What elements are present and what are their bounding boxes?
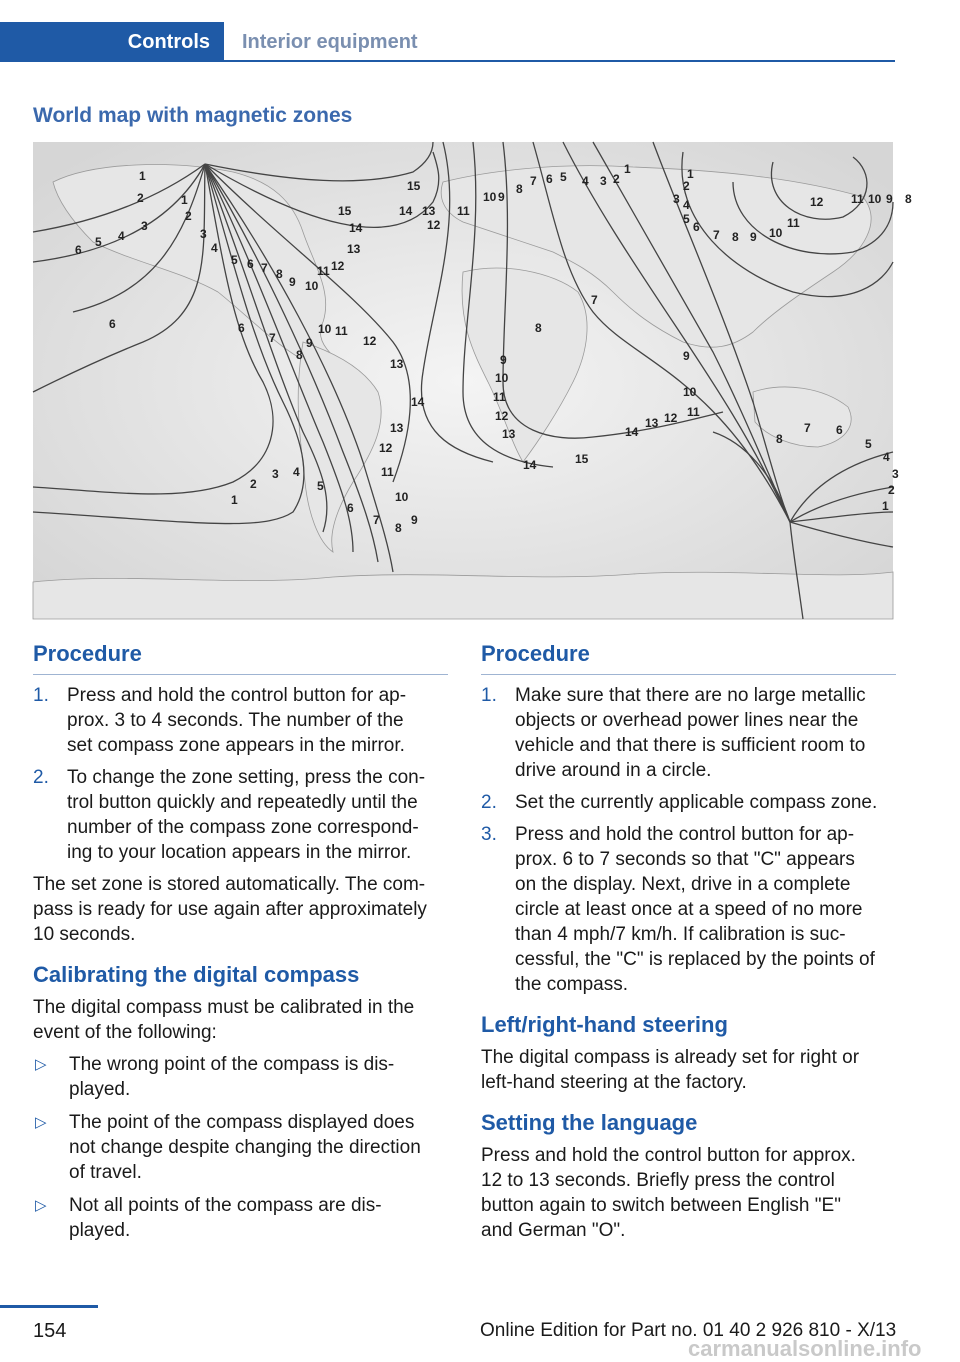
text-line: trol button quickly and repeatedly until the xyxy=(67,792,418,813)
list-item-text xyxy=(69,1110,421,1185)
zone-number-label: 6 xyxy=(693,220,700,234)
step-text xyxy=(515,683,896,783)
header-section: Controls xyxy=(0,22,224,62)
procedure-step xyxy=(481,790,896,815)
list-item-text xyxy=(69,1052,394,1102)
zone-number-label: 4 xyxy=(883,450,890,464)
text-line: cessful, the "C" is replaced by the points of xyxy=(515,949,875,970)
text-line: The wrong point of the compass is dis‐ xyxy=(69,1054,395,1075)
text-line: prox. 3 to 4 seconds. The number of the xyxy=(67,710,404,731)
list-item xyxy=(33,1193,448,1243)
zone-number-label: 3 xyxy=(272,467,279,481)
calibration-conditions-list xyxy=(33,1052,448,1243)
zone-number-label: 11 xyxy=(787,216,800,230)
zone-number-label: 1 xyxy=(687,167,694,181)
zone-number-label: 5 xyxy=(317,479,324,493)
zone-number-label: 7 xyxy=(713,228,720,242)
zone-number-label: 1 xyxy=(231,493,238,507)
text-line: not change despite changing the direction xyxy=(69,1137,421,1158)
procedure-step xyxy=(481,822,896,997)
zone-number-label: 8 xyxy=(905,192,912,206)
zone-number-label: 15 xyxy=(338,204,352,218)
footer-rule xyxy=(0,1305,98,1308)
watermark: carmanualsonline.info xyxy=(688,1336,922,1361)
zone-number-label: 7 xyxy=(530,174,537,188)
zone-number-label: 11 xyxy=(381,465,394,479)
zone-number-label: 5 xyxy=(865,437,872,451)
zone-number-label: 12 xyxy=(379,441,393,455)
map-title: World map with magnetic zones xyxy=(33,104,353,127)
zone-number-label: 12 xyxy=(331,259,345,273)
step-number: 2. xyxy=(481,792,497,813)
step-number: 3. xyxy=(481,824,497,845)
step-number: 2. xyxy=(33,767,49,788)
zone-number-label: 12 xyxy=(664,411,678,425)
triangle-bullet-icon: ▷ xyxy=(35,1197,47,1214)
zone-number-label: 2 xyxy=(888,483,895,497)
text-line: number of the compass zone correspond‐ xyxy=(67,817,419,838)
zone-number-label: 7 xyxy=(804,421,811,435)
calibration-intro xyxy=(33,995,448,1045)
zone-number-label: 14 xyxy=(399,204,413,218)
step-number: 1. xyxy=(481,685,497,706)
zone-number-label: 2 xyxy=(185,209,192,223)
zone-number-label: 10 xyxy=(683,385,697,399)
right-column xyxy=(481,640,896,1250)
triangle-bullet-icon: ▷ xyxy=(35,1114,47,1131)
zone-number-label: 9 xyxy=(886,192,893,206)
calibrating-heading: Calibrating the digital compass xyxy=(33,962,360,987)
zone-number-label: 10 xyxy=(868,192,882,206)
zone-number-label: 7 xyxy=(261,261,268,275)
zone-number-label: 6 xyxy=(247,257,254,271)
zone-number-label: 10 xyxy=(318,322,332,336)
zone-number-label: 4 xyxy=(582,174,589,188)
text-line: objects or overhead power lines near the xyxy=(515,710,859,731)
zone-number-label: 13 xyxy=(390,421,404,435)
zone-number-label: 9 xyxy=(500,353,507,367)
text-line: Not all points of the compass are dis‐ xyxy=(69,1195,382,1216)
zone-number-label: 3 xyxy=(673,192,680,206)
text-line: played. xyxy=(69,1220,131,1241)
procedure-step xyxy=(481,683,896,783)
zone-number-label: 4 xyxy=(683,198,690,212)
zone-number-label: 8 xyxy=(776,432,783,446)
zone-number-label: 1 xyxy=(624,162,631,176)
zone-number-label: 7 xyxy=(373,513,380,527)
zone-number-label: 8 xyxy=(395,521,402,535)
list-item xyxy=(33,1110,448,1185)
zone-number-label: 9 xyxy=(498,190,505,204)
right-procedure-steps xyxy=(481,683,896,997)
text-line: Make sure that there are no large metallic xyxy=(515,685,866,706)
text-line: than 4 mph/7 km/h. If calibration is suc‐ xyxy=(515,924,846,945)
steering-paragraph xyxy=(481,1045,896,1095)
zone-number-label: 5 xyxy=(95,235,102,249)
text-line: Press and hold the control button for ap‐ xyxy=(67,685,407,706)
header-subsection: Interior equipment xyxy=(242,31,418,53)
zone-number-label: 7 xyxy=(269,331,276,345)
zone-number-label: 2 xyxy=(250,477,257,491)
text-line: and German "O". xyxy=(481,1220,626,1241)
language-paragraph xyxy=(481,1143,896,1243)
zone-number-label: 11 xyxy=(851,192,864,206)
text-line: the compass. xyxy=(515,974,628,995)
zone-number-label: 5 xyxy=(231,253,238,267)
zone-number-label: 13 xyxy=(347,242,361,256)
zone-number-label: 10 xyxy=(305,279,319,293)
zone-number-label: 8 xyxy=(732,230,739,244)
zone-number-label: 8 xyxy=(276,267,283,281)
zone-number-label: 9 xyxy=(683,349,690,363)
zone-number-label: 6 xyxy=(546,172,553,186)
text-line: on the display. Next, drive in a complete xyxy=(515,874,851,895)
zone-number-label: 9 xyxy=(411,513,418,527)
zone-number-label: 2 xyxy=(683,179,690,193)
zone-number-label: 6 xyxy=(836,423,843,437)
zone-number-label: 14 xyxy=(523,458,537,472)
text-line: The digital compass is already set for right or xyxy=(481,1047,860,1068)
text-line: prox. 6 to 7 seconds so that "C" appears xyxy=(515,849,855,870)
zone-number-label: 3 xyxy=(892,467,899,481)
text-line: played. xyxy=(69,1079,131,1100)
zone-number-label: 4 xyxy=(293,465,300,479)
zone-number-label: 6 xyxy=(238,321,245,335)
left-procedure-heading: Procedure xyxy=(33,641,142,666)
zone-number-label: 12 xyxy=(495,409,509,423)
zone-number-label: 5 xyxy=(560,170,567,184)
procedure-step xyxy=(33,683,448,758)
text-line: of travel. xyxy=(69,1162,142,1183)
text-line: circle at least once at a speed of no more xyxy=(515,899,863,920)
left-procedure-divider xyxy=(33,674,448,675)
zone-number-label: 6 xyxy=(347,501,354,515)
zone-number-label: 13 xyxy=(390,357,404,371)
step-text xyxy=(515,790,896,815)
steering-heading: Left/right-hand steering xyxy=(481,1012,728,1037)
zone-number-label: 7 xyxy=(591,293,598,307)
map-svg xyxy=(33,142,912,619)
zone-number-label: 3 xyxy=(200,227,207,241)
text-line: event of the following: xyxy=(33,1022,217,1043)
text-line: pass is ready for use again after approximately xyxy=(33,899,427,920)
zone-number-label: 11 xyxy=(335,324,348,338)
zone-number-label: 13 xyxy=(422,204,436,218)
zone-number-label: 1 xyxy=(181,193,188,207)
triangle-bullet-icon: ▷ xyxy=(35,1056,47,1073)
language-heading: Setting the language xyxy=(481,1110,698,1135)
right-procedure-heading: Procedure xyxy=(481,641,590,666)
text-line: ing to your location appears in the mirror. xyxy=(67,842,412,863)
list-item-text xyxy=(69,1193,382,1243)
zone-number-label: 5 xyxy=(683,212,690,226)
zone-number-label: 11 xyxy=(317,264,330,278)
edition-text: Online Edition for Part no. 01 40 2 926 810 - X/13 xyxy=(480,1320,897,1341)
zone-number-label: 4 xyxy=(211,241,218,255)
zone-number-label: 4 xyxy=(118,229,125,243)
text-line: left-hand steering at the factory. xyxy=(481,1072,747,1093)
zone-number-label: 13 xyxy=(502,427,516,441)
zone-number-label: 10 xyxy=(483,190,497,204)
text-line: The digital compass must be calibrated in the xyxy=(33,997,415,1018)
text-line: button again to switch between English "E" xyxy=(481,1195,841,1216)
header-rule xyxy=(224,60,895,62)
zone-number-label: 11 xyxy=(493,390,506,404)
zone-number-label: 12 xyxy=(363,334,377,348)
page-header xyxy=(0,22,895,62)
zone-number-label: 10 xyxy=(495,371,509,385)
text-line: Set the currently applicable compass zone. xyxy=(515,792,878,813)
text-line: vehicle and that there is sufficient room to xyxy=(515,735,866,756)
zone-number-label: 9 xyxy=(750,230,757,244)
step-text xyxy=(515,822,896,997)
text-line: drive around in a circle. xyxy=(515,760,712,781)
zone-number-label: 2 xyxy=(613,172,620,186)
zone-number-label: 2 xyxy=(137,191,144,205)
text-line: set compass zone appears in the mirror. xyxy=(67,735,405,756)
zone-number-label: 12 xyxy=(427,218,441,232)
zone-number-label: 8 xyxy=(516,182,523,196)
left-column xyxy=(33,640,448,1251)
zone-number-label: 8 xyxy=(535,321,542,335)
zone-number-label: 11 xyxy=(457,204,470,218)
zone-number-label: 3 xyxy=(141,219,148,233)
text-line: Press and hold the control button for ap‐ xyxy=(515,824,855,845)
zone-number-label: 15 xyxy=(575,452,589,466)
step-text xyxy=(67,765,448,865)
step-number: 1. xyxy=(33,685,49,706)
zone-number-label: 10 xyxy=(769,226,783,240)
zone-number-label: 9 xyxy=(306,336,313,350)
zone-number-label: 14 xyxy=(411,395,425,409)
left-procedure-steps xyxy=(33,683,448,865)
zone-number-label: 1 xyxy=(139,169,146,183)
list-item xyxy=(33,1052,448,1102)
zone-number-label: 9 xyxy=(289,275,296,289)
zone-number-label: 11 xyxy=(687,405,700,419)
zone-stored-paragraph xyxy=(33,872,448,947)
zone-number-label: 14 xyxy=(625,425,639,439)
zone-number-label: 15 xyxy=(407,179,421,193)
text-line: The set zone is stored automatically. The com‐ xyxy=(33,874,426,895)
zone-number-label: 12 xyxy=(810,195,824,209)
zone-number-label: 10 xyxy=(395,490,409,504)
text-line: To change the zone setting, press the con‐ xyxy=(67,767,426,788)
zone-number-label: 13 xyxy=(645,416,659,430)
zone-number-label: 1 xyxy=(882,499,889,513)
zone-number-label: 3 xyxy=(600,174,607,188)
procedure-step xyxy=(33,765,448,865)
zone-number-label: 6 xyxy=(75,243,82,257)
text-line: Press and hold the control button for approx. xyxy=(481,1145,856,1166)
zone-number-label: 14 xyxy=(349,221,363,235)
page-number: 154 xyxy=(33,1320,67,1342)
step-text xyxy=(67,683,448,758)
text-line: 12 to 13 seconds. Briefly press the control xyxy=(481,1170,835,1191)
text-line: 10 seconds. xyxy=(33,924,136,945)
right-procedure-divider xyxy=(481,674,896,675)
zone-number-label: 8 xyxy=(296,348,303,362)
magnetic-zones-map xyxy=(33,142,912,619)
zone-number-label: 6 xyxy=(109,317,116,331)
text-line: The point of the compass displayed does xyxy=(69,1112,415,1133)
